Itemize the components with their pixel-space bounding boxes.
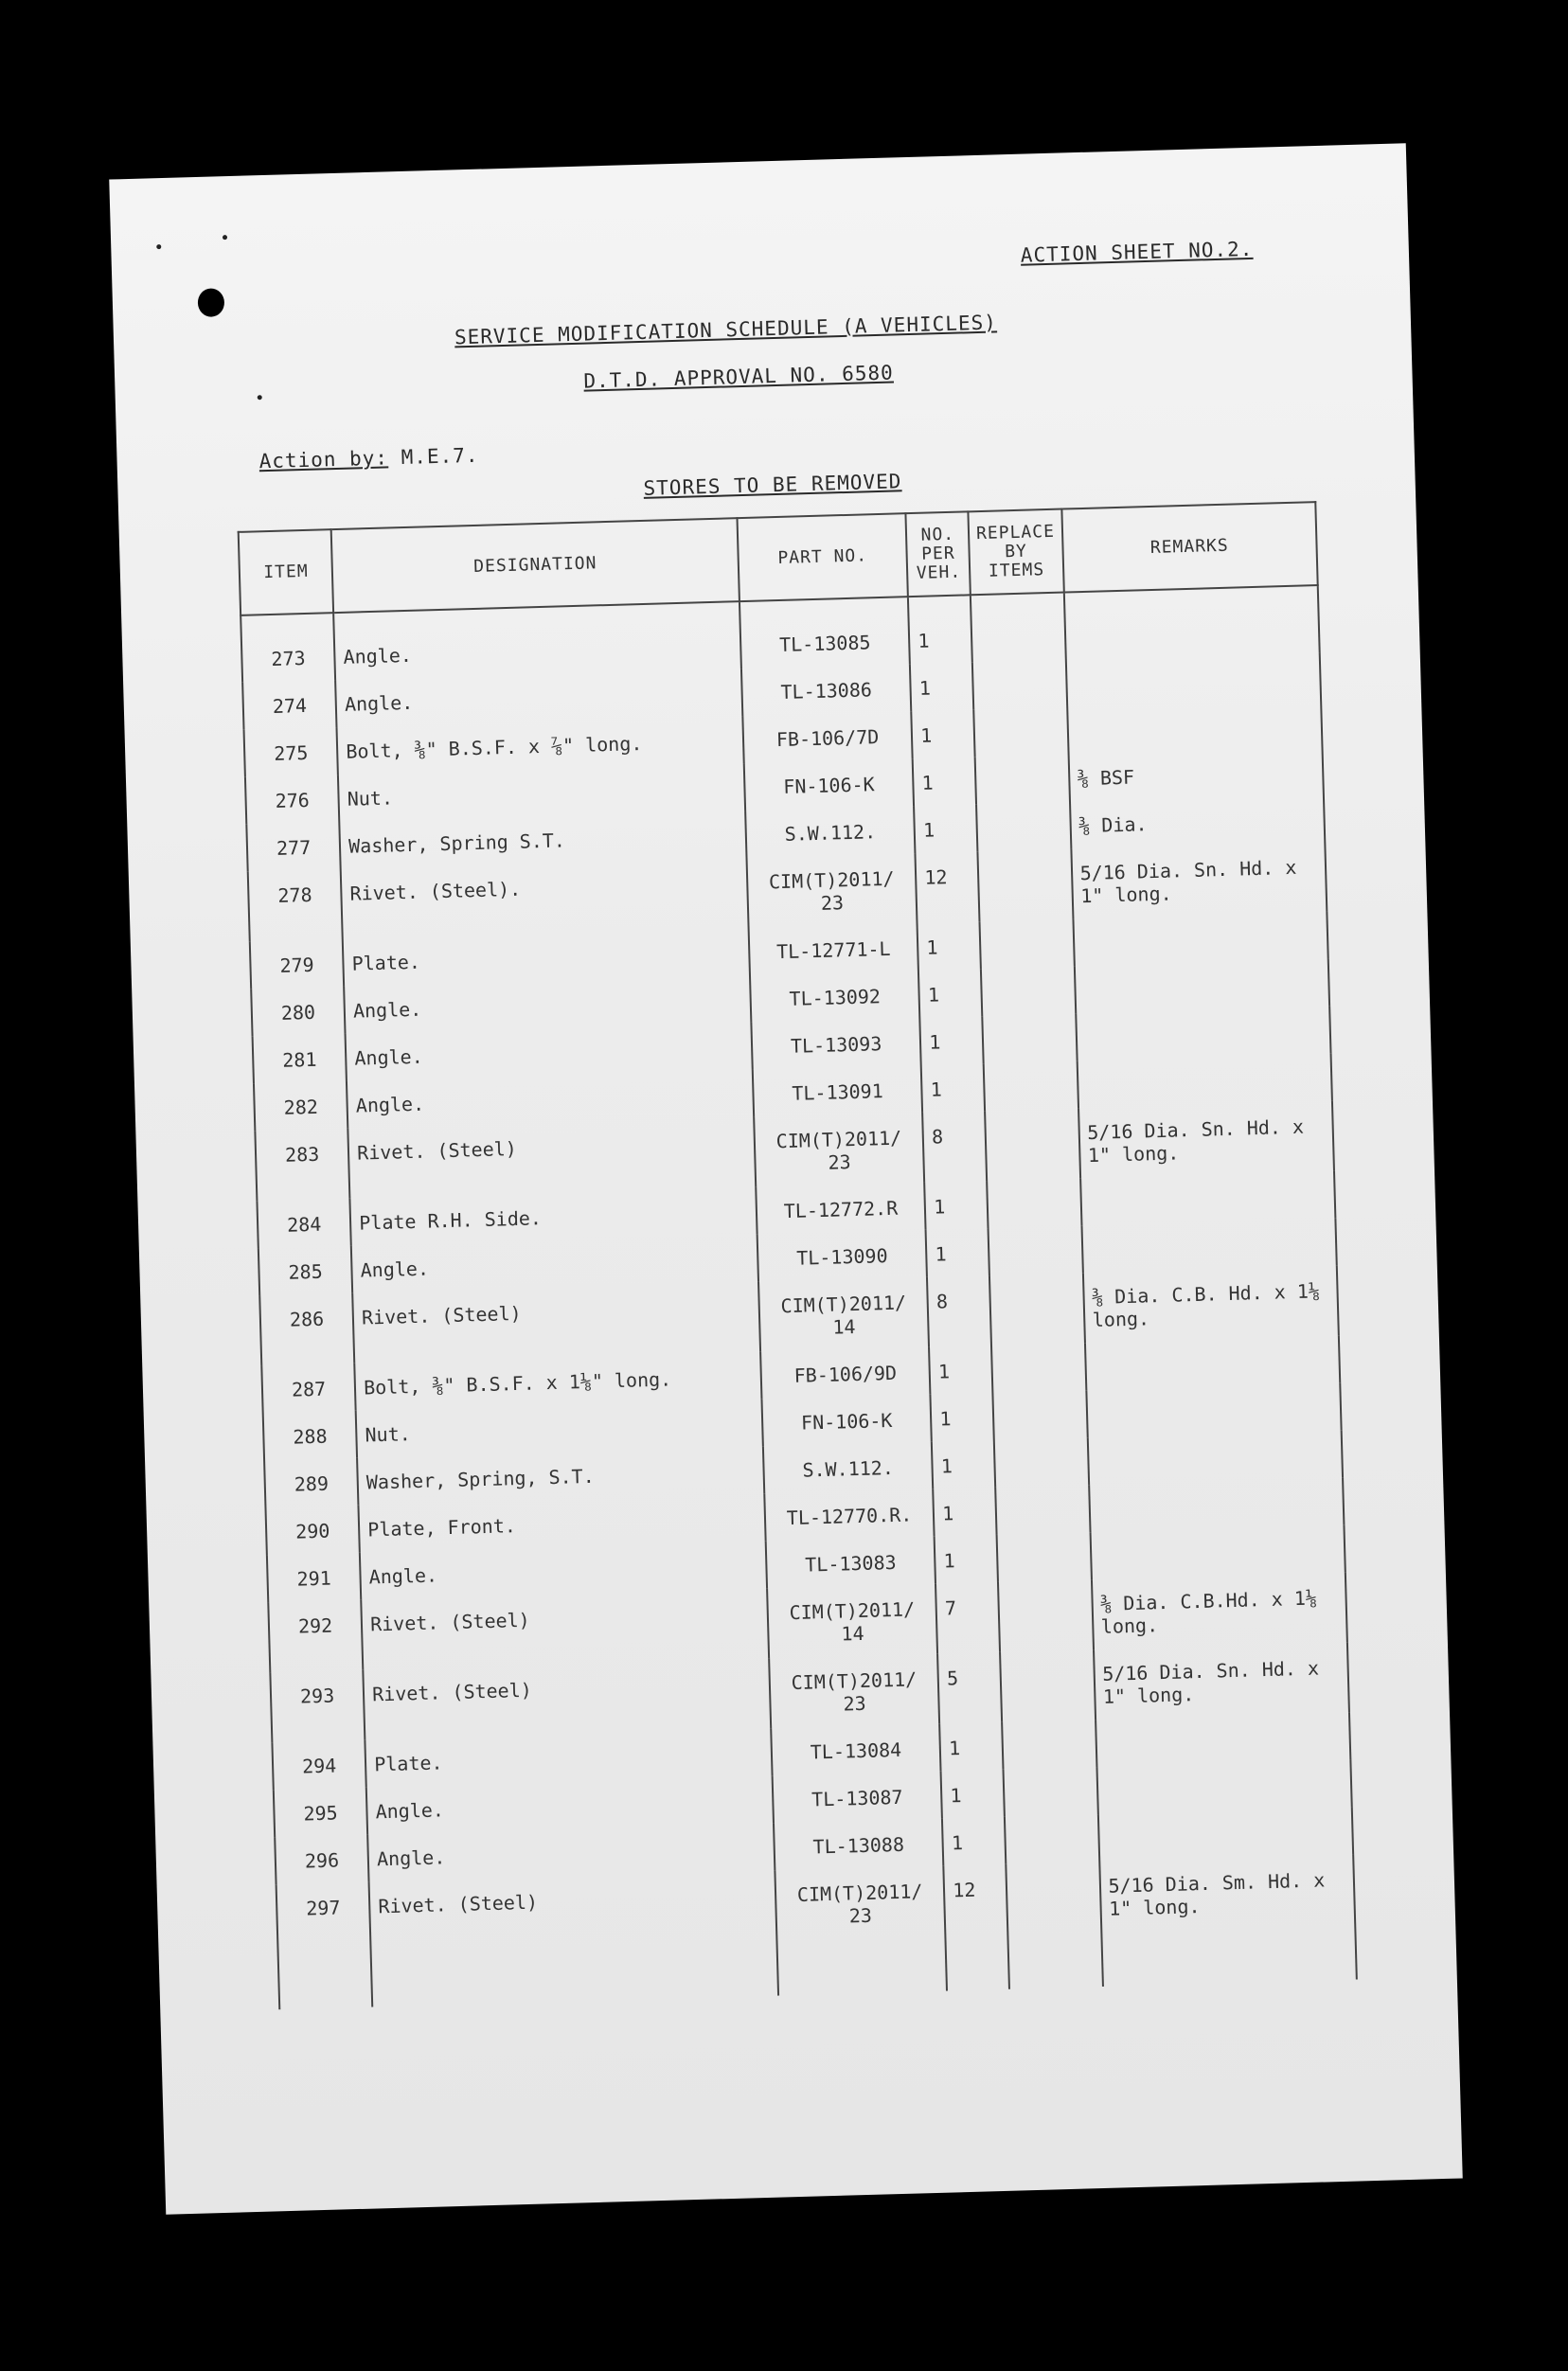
cell-replace-by bbox=[981, 966, 1076, 1016]
cell-qty: 1 bbox=[910, 662, 973, 711]
cell-part-no: TL-13086 bbox=[741, 664, 912, 716]
cell-replace-by bbox=[1002, 1720, 1096, 1770]
cell-part-no: CIM(T)2011/ 14 bbox=[767, 1584, 937, 1659]
cell-remarks: 5/16 Dia. Sn. Hd. x 1" long. bbox=[1078, 1101, 1334, 1178]
cell-item: 284 bbox=[257, 1199, 351, 1249]
cell-item: 282 bbox=[254, 1081, 348, 1132]
col-part-no: PART NO. bbox=[737, 513, 908, 601]
cell-designation: Washer, Spring S.T. bbox=[339, 811, 746, 869]
cell-remarks bbox=[1086, 1383, 1342, 1437]
cell-part-no: TL-13090 bbox=[757, 1230, 928, 1282]
cell-part-no: TL-13083 bbox=[766, 1537, 936, 1589]
cell-remarks bbox=[1097, 1808, 1353, 1862]
cell-remarks bbox=[1084, 1336, 1340, 1390]
col-remarks: REMARKS bbox=[1061, 502, 1318, 592]
cell-replace-by bbox=[987, 1178, 1081, 1228]
cell-part-no: S.W.112. bbox=[745, 806, 916, 858]
document-page bbox=[109, 143, 1462, 2214]
cell-remarks bbox=[1080, 1171, 1336, 1225]
cell-remarks bbox=[1096, 1713, 1351, 1767]
cell-qty: 1 bbox=[918, 921, 981, 971]
cell-item: 295 bbox=[274, 1788, 368, 1838]
cell-designation: Angle. bbox=[347, 1070, 754, 1129]
cell-replace-by bbox=[994, 1437, 1089, 1488]
cell-item: 291 bbox=[267, 1553, 362, 1603]
cell-item: 273 bbox=[241, 613, 335, 683]
cell-designation: Plate R.H. Side. bbox=[350, 1187, 757, 1246]
cell-part-no: CIM(T)2011/ 23 bbox=[769, 1654, 939, 1729]
cell-replace-by bbox=[998, 1579, 1093, 1652]
cell-designation: Angle. bbox=[335, 669, 742, 727]
cell-qty: 1 bbox=[924, 1181, 988, 1230]
cell-remarks bbox=[1089, 1478, 1345, 1532]
cell-qty: 1 bbox=[932, 1440, 995, 1489]
cell-designation: Nut. bbox=[338, 763, 745, 822]
col-designation: DESIGNATION bbox=[331, 518, 739, 613]
cell-replace-by bbox=[1005, 1814, 1099, 1864]
approval-number: D.T.D. APPROVAL NO. 6580 bbox=[583, 361, 895, 393]
speck bbox=[156, 244, 161, 249]
cell-item: 286 bbox=[259, 1293, 354, 1366]
cell-remarks bbox=[1076, 1007, 1331, 1061]
cell-part-no: TL-12771-L bbox=[749, 923, 919, 975]
cell-replace-by bbox=[996, 1485, 1091, 1535]
cell-qty: 1 bbox=[935, 1535, 998, 1584]
cell-part-no: FB-106/7D bbox=[742, 711, 913, 763]
cell-remarks: ⅜ Dia. bbox=[1070, 794, 1326, 848]
cell-designation: Plate. bbox=[343, 928, 750, 987]
cell-designation: Angle. bbox=[367, 1824, 775, 1882]
cell-replace-by bbox=[1004, 1767, 1098, 1817]
cell-item: 274 bbox=[242, 680, 337, 730]
cell-replace-by bbox=[980, 918, 1075, 969]
cell-item: 292 bbox=[268, 1600, 363, 1673]
cell-item: 281 bbox=[253, 1034, 347, 1084]
cell-qty: 1 bbox=[918, 969, 982, 1018]
cell-replace-by bbox=[974, 707, 1069, 758]
cell-item: 279 bbox=[250, 939, 345, 989]
cell-item: 277 bbox=[246, 822, 341, 872]
cell-designation: Angle. bbox=[346, 1023, 753, 1081]
cell-qty: 1 bbox=[926, 1228, 989, 1277]
schedule-title: SERVICE MODIFICATION SCHEDULE (A VEHICLES) bbox=[454, 311, 998, 349]
cell-designation: Plate, Front. bbox=[359, 1494, 766, 1553]
cell-part-no: CIM(T)2011/ 23 bbox=[754, 1113, 924, 1187]
cell-qty: 1 bbox=[942, 1817, 1006, 1866]
cell-qty: 12 bbox=[916, 851, 980, 923]
cell-remarks bbox=[1065, 652, 1321, 706]
cell-designation: Bolt, ⅜" B.S.F. x 1⅛" long. bbox=[354, 1352, 761, 1411]
cell-designation: Rivet. (Steel) bbox=[352, 1282, 760, 1364]
cell-replace-by bbox=[989, 1225, 1083, 1275]
cell-part-no: S.W.112. bbox=[763, 1442, 934, 1494]
cell-part-no: TL-13085 bbox=[739, 597, 910, 669]
col-no-per-veh: NO. PER VEH. bbox=[906, 511, 971, 597]
action-sheet-number: ACTION SHEET NO.2. bbox=[1020, 237, 1254, 267]
cell-qty: 1 bbox=[931, 1393, 994, 1442]
cell-replace-by bbox=[991, 1343, 1086, 1393]
cell-part-no: TL-12770.R. bbox=[764, 1489, 935, 1542]
cell-remarks bbox=[1073, 912, 1328, 966]
cell-designation: Angle. bbox=[366, 1776, 774, 1835]
action-by bbox=[258, 444, 479, 472]
cell-part-no: TL-13087 bbox=[773, 1772, 943, 1824]
cell-designation: Angle. bbox=[333, 601, 741, 680]
cell-replace-by bbox=[975, 755, 1070, 805]
action-by-value: M.E.7. bbox=[401, 443, 479, 470]
punch-hole bbox=[198, 288, 225, 317]
cell-qty: 1 bbox=[920, 1016, 984, 1065]
cell-part-no: TL-12772.R bbox=[756, 1183, 926, 1235]
action-by-label: Action by: bbox=[258, 446, 389, 473]
cell-qty: 8 bbox=[922, 1111, 987, 1183]
cell-item: 297 bbox=[276, 1882, 373, 2010]
cell-remarks bbox=[1096, 1760, 1352, 1814]
cell-replace-by bbox=[983, 1013, 1078, 1063]
cell-remarks bbox=[1090, 1525, 1345, 1579]
cell-designation: Rivet. (Steel) bbox=[369, 1871, 778, 2007]
cell-remarks: 5/16 Dia. Sn. Hd. x 1" long. bbox=[1094, 1643, 1349, 1720]
cell-designation: Rivet. (Steel) bbox=[348, 1117, 757, 1199]
cell-part-no: TL-13088 bbox=[774, 1819, 944, 1871]
cell-remarks bbox=[1063, 585, 1319, 659]
cell-part-no: CIM(T)2011/ 23 bbox=[746, 853, 917, 928]
speck bbox=[223, 235, 227, 240]
cell-qty: 5 bbox=[937, 1652, 1002, 1724]
cell-designation: Angle. bbox=[344, 975, 751, 1034]
cell-replace-by bbox=[1007, 1862, 1103, 1989]
cell-qty: 1 bbox=[911, 709, 974, 758]
cell-remarks bbox=[1077, 1054, 1332, 1108]
cell-qty: 8 bbox=[927, 1275, 991, 1347]
cell-remarks: 5/16 Dia. Sm. Hd. x 1" long. bbox=[1099, 1855, 1357, 1987]
cell-designation: Rivet. (Steel) bbox=[361, 1589, 769, 1670]
cell-item: 288 bbox=[263, 1411, 358, 1461]
cell-item: 276 bbox=[245, 775, 340, 825]
cell-replace-by bbox=[978, 848, 1073, 921]
cell-part-no: TL-13084 bbox=[771, 1724, 941, 1776]
cell-part-no: FN-106-K bbox=[761, 1395, 932, 1447]
cell-qty: 12 bbox=[944, 1864, 1010, 1991]
cell-designation: Rivet. (Steel). bbox=[341, 858, 749, 939]
cell-remarks: ⅜ Dia. C.B. Hd. x 1⅛ long. bbox=[1082, 1266, 1338, 1343]
col-replace-by: REPLACE BY ITEMS bbox=[969, 509, 1064, 596]
cell-item: 287 bbox=[261, 1364, 356, 1414]
cell-item: 289 bbox=[264, 1458, 359, 1508]
cell-designation: Nut. bbox=[356, 1399, 763, 1458]
cell-part-no: TL-13092 bbox=[750, 971, 920, 1023]
speck bbox=[258, 395, 262, 400]
cell-part-no: CIM(T)2011/ 23 bbox=[775, 1866, 947, 1996]
cell-qty: 1 bbox=[929, 1346, 992, 1395]
cell-item: 283 bbox=[255, 1129, 349, 1202]
col-item: ITEM bbox=[239, 529, 334, 615]
cell-designation: Bolt, ⅜" B.S.F. x ⅞" long. bbox=[337, 716, 744, 775]
cell-qty: 1 bbox=[913, 757, 976, 806]
cell-replace-by bbox=[989, 1273, 1084, 1346]
cell-designation: Rivet. (Steel) bbox=[363, 1659, 771, 1740]
cell-designation: Plate. bbox=[365, 1729, 773, 1788]
section-heading: STORES TO BE REMOVED bbox=[643, 470, 902, 500]
cell-item: 280 bbox=[251, 987, 346, 1037]
cell-replace-by bbox=[985, 1108, 1079, 1181]
cell-qty: 7 bbox=[935, 1582, 1000, 1654]
cell-item: 293 bbox=[270, 1670, 365, 1743]
cell-designation: Washer, Spring, S.T. bbox=[357, 1447, 764, 1506]
cell-replace-by bbox=[984, 1061, 1078, 1111]
cell-remarks: 5/16 Dia. Sn. Hd. x 1" long. bbox=[1071, 842, 1327, 918]
cell-item: 294 bbox=[272, 1740, 366, 1791]
cell-part-no: FN-106-K bbox=[744, 758, 915, 811]
cell-replace-by bbox=[997, 1532, 1092, 1582]
cell-item: 290 bbox=[265, 1506, 360, 1556]
cell-replace-by bbox=[1000, 1649, 1095, 1722]
cell-replace-by bbox=[993, 1390, 1088, 1440]
cell-designation: Angle. bbox=[360, 1542, 767, 1600]
cell-remarks bbox=[1087, 1431, 1343, 1485]
cell-part-no: TL-13093 bbox=[751, 1018, 921, 1070]
cell-qty: 1 bbox=[908, 595, 972, 664]
table-body bbox=[241, 585, 1357, 2009]
cell-designation: Angle. bbox=[351, 1235, 758, 1293]
cell-part-no: CIM(T)2011/ 14 bbox=[758, 1277, 929, 1352]
cell-replace-by bbox=[976, 801, 1071, 851]
stores-table bbox=[238, 501, 1358, 2009]
cell-item: 275 bbox=[244, 727, 339, 777]
cell-remarks bbox=[1081, 1219, 1337, 1273]
cell-replace-by bbox=[972, 660, 1067, 710]
cell-remarks bbox=[1067, 700, 1323, 754]
cell-qty: 1 bbox=[933, 1488, 996, 1537]
cell-qty: 1 bbox=[941, 1770, 1005, 1819]
cell-qty: 1 bbox=[914, 804, 977, 853]
cell-remarks: ⅜ BSF bbox=[1068, 747, 1324, 801]
cell-part-no: TL-13091 bbox=[753, 1065, 923, 1117]
cell-item: 285 bbox=[258, 1246, 353, 1296]
cell-qty: 1 bbox=[939, 1722, 1003, 1772]
cell-item: 296 bbox=[275, 1835, 369, 1885]
cell-part-no: FB-106/9D bbox=[760, 1347, 931, 1399]
cell-remarks: ⅜ Dia. C.B.Hd. x 1⅛ long. bbox=[1091, 1573, 1346, 1649]
cell-item: 278 bbox=[248, 869, 343, 942]
cell-qty: 1 bbox=[921, 1063, 985, 1113]
cell-remarks bbox=[1074, 959, 1329, 1013]
cell-replace-by bbox=[971, 593, 1065, 663]
